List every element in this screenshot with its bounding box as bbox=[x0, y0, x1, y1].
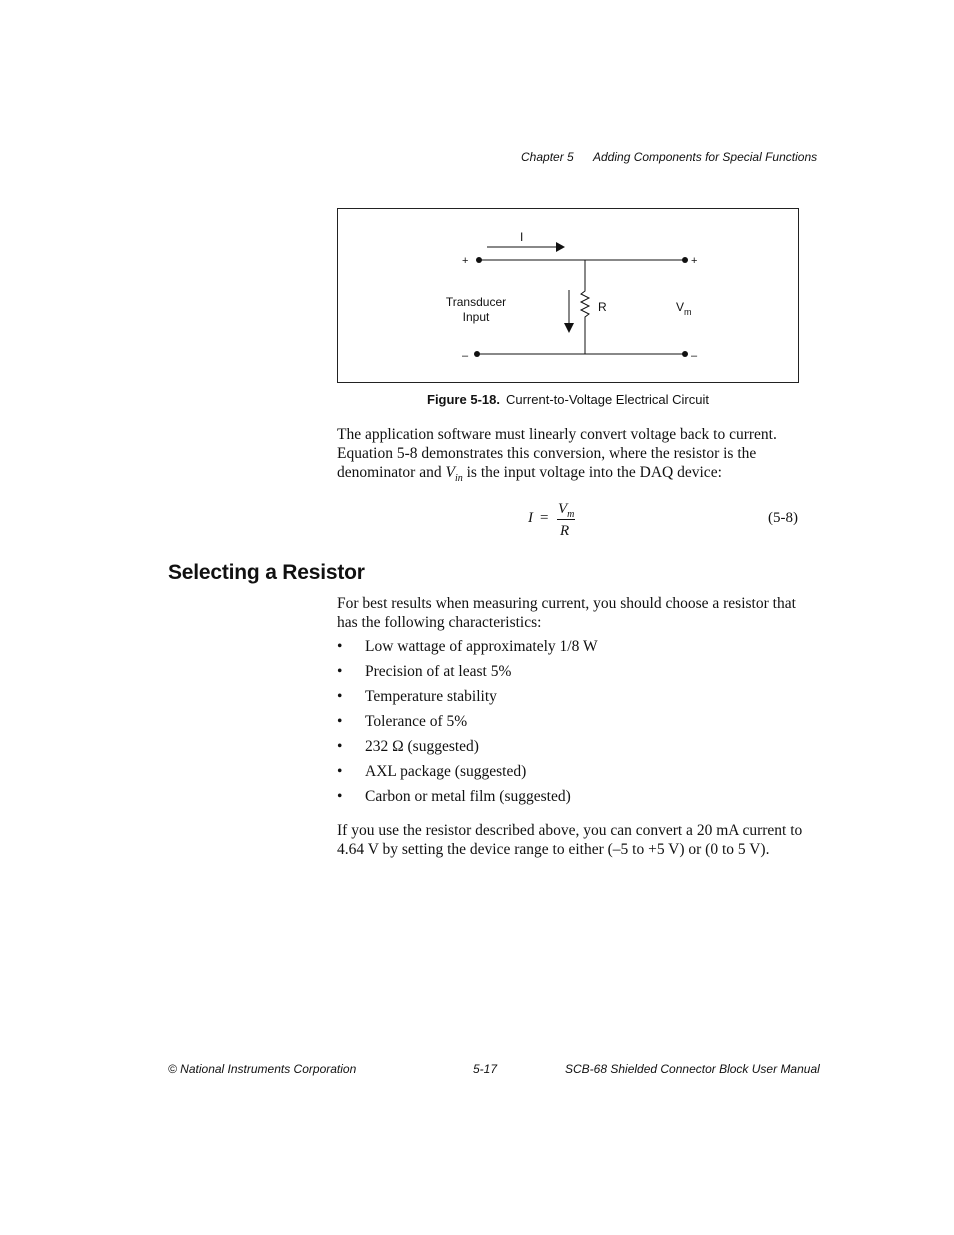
minus-left-label: – bbox=[462, 350, 469, 362]
variable-v: V bbox=[445, 464, 455, 481]
closing-paragraph: If you use the resistor described above, you can convert a 20 mA current to 4.64 V by setting the device range to either (–5 to +5 V) or (0 to 5 V). bbox=[337, 822, 803, 858]
numerator-var: V bbox=[558, 501, 568, 517]
bullet-dot: • bbox=[337, 788, 343, 805]
circuit-diagram bbox=[338, 209, 798, 382]
intro-paragraph bbox=[337, 425, 807, 488]
figure-caption bbox=[337, 392, 799, 407]
minus-right-label: – bbox=[691, 350, 698, 362]
footer-manual-title: SCB-68 Shielded Connector Block User Manual bbox=[565, 1062, 820, 1076]
plus-right-label: + bbox=[691, 255, 698, 267]
terminal-bottom-left bbox=[474, 351, 480, 357]
list-item bbox=[337, 737, 598, 762]
numerator-subscript: m bbox=[567, 509, 575, 520]
resistor-symbol bbox=[581, 260, 589, 354]
footer-copyright: © National Instruments Corporation bbox=[168, 1062, 357, 1076]
bullet-dot: • bbox=[337, 688, 343, 705]
section-heading: Selecting a Resistor bbox=[168, 561, 365, 584]
bullet-dot: • bbox=[337, 713, 343, 730]
list-item-text: AXL package (suggested) bbox=[365, 763, 527, 780]
bullet-dot: • bbox=[337, 663, 343, 680]
paragraph-text: The application software must linearly convert voltage back to current. Equation 5-8 demonstrates this conversion, where the resistor is the denominator and bbox=[337, 426, 777, 481]
voltage-label: V bbox=[676, 300, 685, 314]
list-item-text: Tolerance of 5% bbox=[365, 713, 468, 730]
running-header-chapter: Chapter 5 bbox=[521, 150, 574, 164]
list-item-text: Carbon or metal film (suggested) bbox=[365, 788, 571, 805]
paragraph-text-end: is the input voltage into the DAQ device: bbox=[462, 464, 722, 481]
list-item-text: Low wattage of approximately 1/8 W bbox=[365, 638, 598, 655]
bullet-dot: • bbox=[337, 638, 343, 655]
terminal-bottom-right bbox=[682, 351, 688, 357]
section-intro-paragraph: For best results when measuring current, you should choose a resistor that has the following characteristics: bbox=[337, 595, 796, 631]
equation-equals: = bbox=[540, 510, 549, 526]
equation-number: (5-8) bbox=[768, 510, 798, 526]
list-item bbox=[337, 712, 598, 737]
terminal-top-left bbox=[476, 257, 482, 263]
terminal-top-right bbox=[682, 257, 688, 263]
resistor-label: R bbox=[598, 300, 607, 314]
voltage-subscript: m bbox=[684, 307, 692, 317]
current-label: I bbox=[520, 230, 524, 244]
transducer-label-line1: Transducer bbox=[445, 295, 507, 309]
variable-subscript: in bbox=[454, 473, 463, 485]
equation-numerator bbox=[558, 501, 574, 520]
equation-denominator: R bbox=[560, 523, 570, 539]
transducer-label-line2: Input bbox=[462, 310, 490, 324]
circuit-figure bbox=[337, 208, 799, 383]
bullet-dot: • bbox=[337, 763, 343, 780]
running-header-title: Adding Components for Special Functions bbox=[593, 150, 818, 164]
list-item bbox=[337, 687, 598, 712]
equation-5-8 bbox=[528, 501, 588, 543]
list-item bbox=[337, 637, 598, 662]
list-item bbox=[337, 762, 598, 787]
list-item bbox=[337, 787, 598, 812]
plus-left-label: + bbox=[462, 255, 469, 267]
figure-caption-text: Current-to-Voltage Electrical Circuit bbox=[505, 392, 709, 407]
list-item-text: 232 Ω (suggested) bbox=[365, 738, 479, 755]
fraction-bar bbox=[557, 519, 575, 520]
characteristics-list bbox=[337, 637, 598, 812]
list-item-text: Temperature stability bbox=[365, 688, 497, 705]
figure-caption-label: Figure 5-18. bbox=[427, 392, 500, 407]
current-arrowhead bbox=[556, 242, 565, 252]
list-item-text: Precision of at least 5% bbox=[365, 663, 512, 680]
equation-lhs: I bbox=[528, 510, 533, 526]
list-item bbox=[337, 662, 598, 687]
footer-page-number: 5-17 bbox=[473, 1062, 498, 1076]
bullet-dot: • bbox=[337, 738, 343, 755]
down-arrowhead bbox=[564, 323, 574, 333]
